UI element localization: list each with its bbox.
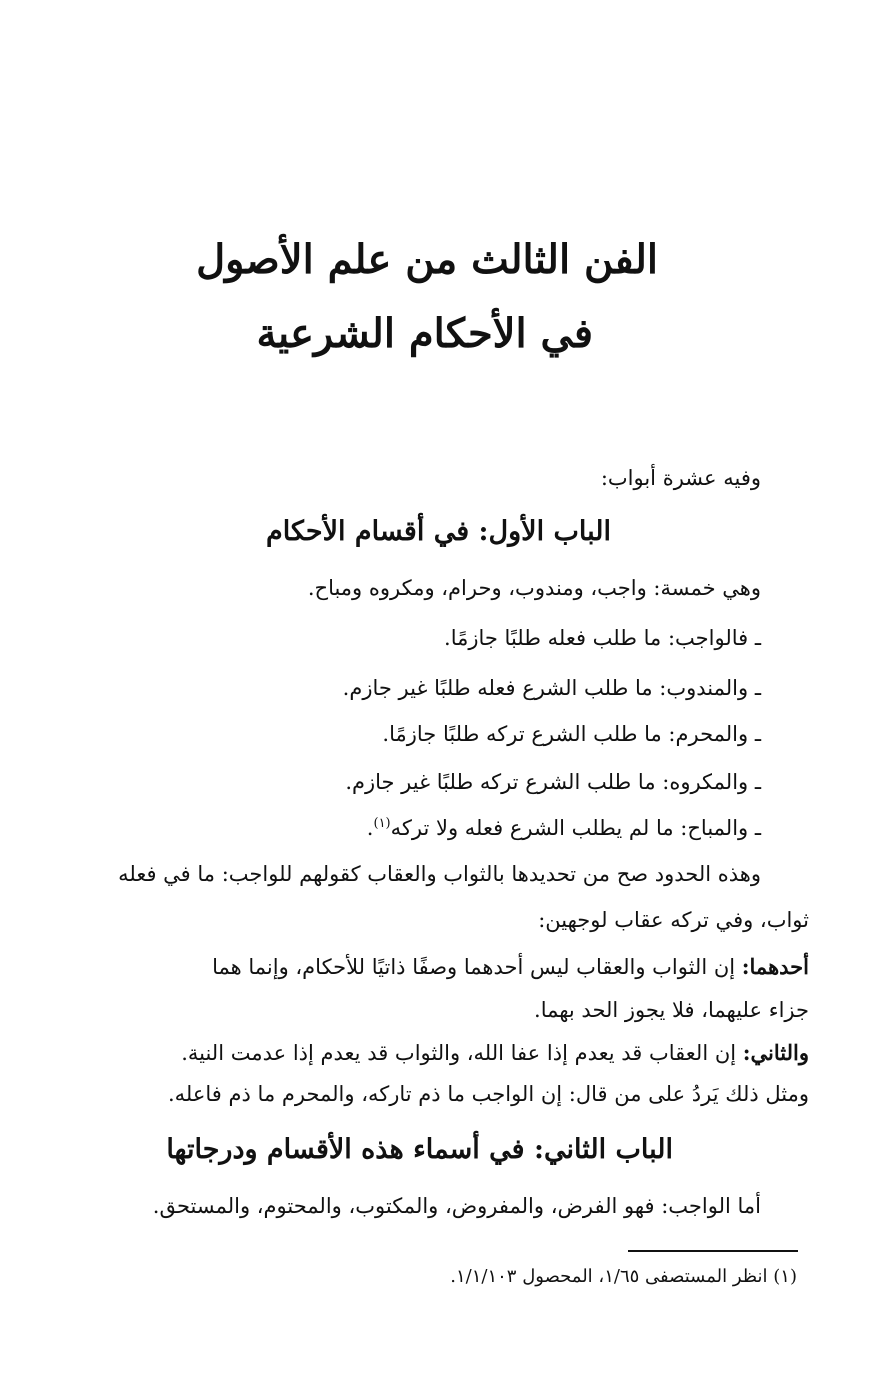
footnote-text: (١) انظر المستصفى ١/٦٥، المحصول ١/١/١٠٣. (450, 1266, 797, 1287)
chapter-1-summary: وهي خمسة: واجب، ومندوب، وحرام، ومكروه ومباح. (307, 576, 761, 600)
chapter-1-number: الباب الأول: (478, 516, 611, 547)
paragraph-line: جزاء عليهما، فلا يجوز الحد بهما. (534, 998, 809, 1022)
second-reason-line (181, 1040, 809, 1065)
chapter-2-number: الباب الثاني: (533, 1134, 673, 1165)
paragraph-line: أما الواجب: فهو الفرض، والمفروض، والمكتوب، والمحتوم، والمستحق. (152, 1194, 761, 1218)
part-title-line-2: في الأحكام الشرعية (256, 310, 593, 357)
paragraph-line: ومثل ذلك يَردُ على من قال: إن الواجب ما ذم تاركه، والمحرم ما ذم فاعله. (167, 1082, 809, 1106)
footnote-marker: (١) (373, 816, 391, 831)
part-title-line-1: الفن الثالث من علم الأصول (196, 236, 658, 283)
chapter-2-heading (166, 1134, 673, 1165)
definition-mubah (367, 816, 761, 840)
chapter-1-title: في أقسام الأحكام (266, 516, 470, 547)
chapter-1-heading (266, 516, 611, 547)
second-reason-label: والثاني: (742, 1040, 809, 1065)
definition-muharram: ـ والمحرم: ما طلب الشرع تركه طلبًا جازمًا. (382, 722, 761, 746)
second-reason-text: إن العقاب قد يعدم إذا عفا الله، والثواب قد يعدم إذا عدمت النية. (181, 1041, 737, 1065)
first-reason-label: أحدهما: (741, 954, 809, 979)
paragraph-line: وهذه الحدود صح من تحديدها بالثواب والعقاب كقولهم للواجب: ما في فعله (118, 862, 761, 886)
intro-line: وفيه عشرة أبواب: (600, 466, 761, 490)
first-reason-line (212, 954, 809, 979)
footnote-divider (628, 1250, 798, 1252)
definition-mandub: ـ والمندوب: ما طلب الشرع فعله طلبًا غير جازم. (342, 676, 761, 700)
definition-makruh: ـ والمكروه: ما طلب الشرع تركه طلبًا غير جازم. (345, 770, 761, 794)
chapter-2-title: في أسماء هذه الأقسام ودرجاتها (166, 1134, 525, 1165)
definition-mubah-text: ـ والمباح: ما لم يطلب الشرع فعله ولا تركه (390, 816, 761, 840)
first-reason-text: إن الثواب والعقاب ليس أحدهما وصفًا ذاتيًا للأحكام، وإنما هما (212, 955, 736, 979)
definition-mubah-end: . (366, 816, 374, 840)
paragraph-line: ثواب، وفي تركه عقاب لوجهين: (538, 908, 809, 932)
definition-wajib: ـ فالواجب: ما طلب فعله طلبًا جازمًا. (444, 626, 761, 650)
